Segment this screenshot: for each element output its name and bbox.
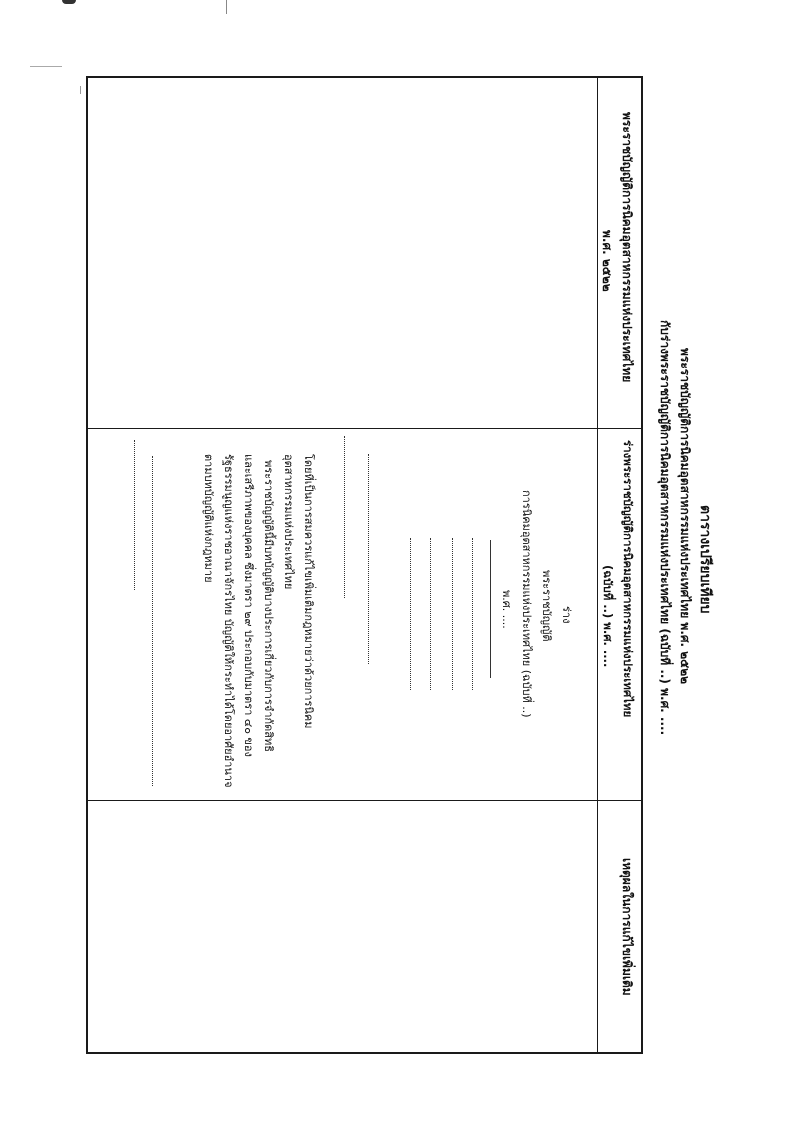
comparison-table [86,76,643,1054]
document-title: ตารางเปรียบเทียบ [697,505,713,614]
preamble-line: พระราชบัญญัตินี้มีบทบัญญัติบางประการเกี่ยวกับการจำกัดสิทธิ [262,460,275,752]
scan-artifact [30,66,62,67]
document-subtitle-line1: พระราชบัญญัติการนิคมอุตสาหกรรมแห่งประเทศไทย พ.ศ. ๒๕๒๒ [678,348,692,685]
column-header-current-act-year: พ.ศ. ๒๕๒๒ [600,230,614,292]
preamble-line: โดยที่เป็นการสมควรแก้ไขเพิ่มเติมกฎหมายว่าด้วยการนิคม [302,454,315,729]
signature-line [490,540,491,678]
act-name: การนิคมอุตสาหกรรมแห่งประเทศไทย (ฉบับที่ ..) [520,490,533,718]
dotted-fill-line [410,538,411,690]
dotted-fill-line [152,456,153,786]
dotted-fill-line [134,440,135,590]
draft-label: ร่าง [560,606,573,624]
document-subtitle-line2: กับร่างพระราชบัญญัติการนิคมอุตสาหกรรมแห่งประเทศไทย (ฉบับที่ ..) พ.ศ. .... [658,320,672,736]
preamble-line: อุตสาหกรรมแห่งประเทศไทย [282,454,295,590]
preamble-line: และเสรีภาพของบุคคล ซึ่งมาตรา ๒๙ ประกอบกับมาตรา ๔๐ ของ [242,454,255,757]
column-header-draft-act: ร่างพระราชบัญญัติการนิคมอุตสาหกรรมแห่งประเทศไทย [621,440,635,718]
act-label: พระราชบัญญัติ [540,570,553,642]
preamble-line: ตามบทบัญญัติแห่งกฎหมาย [202,454,215,583]
column-header-reasons: เหตุผลในการแก้ไขเพิ่มเติม [620,858,634,996]
column-header-draft-act-year: (ฉบับที่ ..) พ.ศ. .... [601,565,615,668]
column-divider [86,428,643,429]
column-header-current-act: พระราชบัญญัติการนิคมอุตสาหกรรมแห่งประเทศไทย [620,112,634,383]
act-year: พ.ศ. .... [500,590,513,629]
dotted-fill-line [344,436,345,598]
scan-artifact [226,0,227,14]
column-divider [86,800,643,801]
preamble-line: รัฐธรรมนูญแห่งราชอาณาจักรไทย บัญญัติให้กระทำได้โดยอาศัยอำนาจ [222,454,235,788]
dotted-fill-line [430,538,431,690]
dotted-fill-line [368,454,369,664]
scan-artifact [80,86,81,94]
scan-artifact [62,0,76,4]
dotted-fill-line [452,538,453,690]
dotted-fill-line [472,538,473,690]
